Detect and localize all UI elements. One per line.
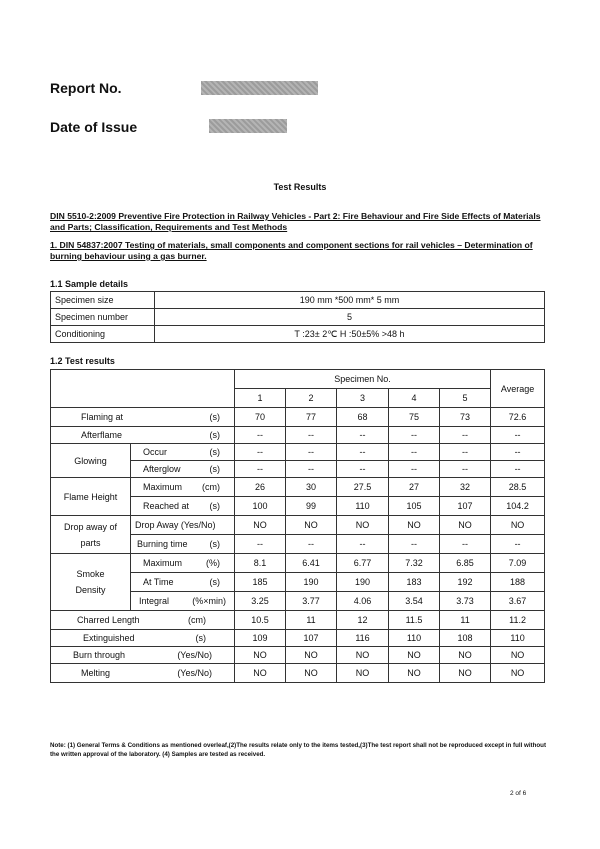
table-row xyxy=(51,309,545,326)
average-header: Average xyxy=(491,370,545,408)
specimen-number: 4 xyxy=(389,389,440,408)
value-cell: 185 xyxy=(235,573,286,592)
value-cell: 11 xyxy=(440,611,491,630)
value-cell: NO xyxy=(440,664,491,683)
value-cell: 27 xyxy=(389,478,440,497)
specimen-number: 1 xyxy=(235,389,286,408)
value-cell: 32 xyxy=(440,478,491,497)
value-cell: NO xyxy=(235,664,286,683)
drop-away-label-cell xyxy=(51,516,131,554)
table-row xyxy=(51,370,545,389)
fh-reached-label-cell xyxy=(131,497,235,516)
value-cell: -- xyxy=(286,444,337,461)
test-method-title: 1. DIN 54837:2007 Testing of materials, small components and component sections for rail vehicles – Determination of burning behaviour using a gas burner. xyxy=(50,240,533,261)
value-cell: NO xyxy=(286,647,337,664)
value-cell: -- xyxy=(286,427,337,444)
row-unit: (s) xyxy=(209,464,220,474)
sample-details-table xyxy=(50,291,545,343)
average-cell: 7.09 xyxy=(491,554,545,573)
row-unit: (s) xyxy=(209,430,220,440)
charred-label-cell xyxy=(51,611,235,630)
drop-away-yesno-label: Drop Away (Yes/No) xyxy=(131,516,235,535)
row-label: Afterglow xyxy=(143,464,181,474)
value-cell: 12 xyxy=(337,611,389,630)
average-cell: NO xyxy=(491,516,545,535)
average-cell: NO xyxy=(491,647,545,664)
value-cell: NO xyxy=(235,647,286,664)
value-cell: 190 xyxy=(337,573,389,592)
row-label: Extinguished xyxy=(83,633,135,643)
value-cell: -- xyxy=(337,427,389,444)
average-cell: 104.2 xyxy=(491,497,545,516)
flaming-label-cell xyxy=(51,408,235,427)
average-cell: 3.67 xyxy=(491,592,545,611)
value-cell: 6.77 xyxy=(337,554,389,573)
smoke-label-line1: Smoke xyxy=(76,569,105,579)
average-cell: 188 xyxy=(491,573,545,592)
row-unit: (Yes/No) xyxy=(177,668,212,678)
row-unit: (s) xyxy=(209,412,220,422)
row-value: T :23± 2℃ H :50±5% >48 h xyxy=(155,326,545,343)
value-cell: -- xyxy=(389,535,440,554)
burn-through-label-cell xyxy=(51,647,235,664)
row-label: Charred Length xyxy=(77,615,140,625)
smoke-density-label-cell xyxy=(51,554,131,611)
row-label: Maximum xyxy=(143,558,183,568)
value-cell: NO xyxy=(389,647,440,664)
average-cell: 11.2 xyxy=(491,611,545,630)
glowing-label: Glowing xyxy=(51,444,131,478)
average-cell: 110 xyxy=(491,630,545,647)
row-label: Specimen size xyxy=(51,292,155,309)
value-cell: NO xyxy=(337,664,389,683)
redacted-report-number xyxy=(201,81,318,95)
specimen-number: 3 xyxy=(337,389,389,408)
value-cell: 190 xyxy=(286,573,337,592)
table-row xyxy=(51,611,545,630)
drop-away-label-line1: Drop away of xyxy=(63,521,118,532)
smoke-maximum-label-cell xyxy=(131,554,235,573)
test-results-table xyxy=(50,369,545,683)
row-label: Reached at xyxy=(143,501,190,511)
value-cell: 110 xyxy=(389,630,440,647)
value-cell: 30 xyxy=(286,478,337,497)
value-cell: 11.5 xyxy=(389,611,440,630)
value-cell: NO xyxy=(337,516,389,535)
row-unit: (s) xyxy=(209,447,220,457)
average-cell: -- xyxy=(491,427,545,444)
afterglow-label-cell xyxy=(131,461,235,478)
value-cell: -- xyxy=(235,461,286,478)
row-label: Flaming at xyxy=(81,412,124,422)
value-cell: -- xyxy=(440,444,491,461)
value-cell: 75 xyxy=(389,408,440,427)
smoke-label-line2: Density xyxy=(75,585,106,595)
row-unit: (s) xyxy=(209,577,220,587)
value-cell: NO xyxy=(389,664,440,683)
test-results-heading: 1.2 Test results xyxy=(50,356,115,366)
value-cell: 10.5 xyxy=(235,611,286,630)
sample-details-heading: 1.1 Sample details xyxy=(50,279,129,289)
value-cell: 27.5 xyxy=(337,478,389,497)
table-row xyxy=(51,292,545,309)
table-row xyxy=(51,478,545,497)
table-row xyxy=(51,554,545,573)
smoke-integral-label-cell xyxy=(131,592,235,611)
row-unit: (s) xyxy=(195,633,206,643)
row-unit: (%) xyxy=(206,558,220,568)
value-cell: -- xyxy=(286,461,337,478)
value-cell: 11 xyxy=(286,611,337,630)
value-cell: -- xyxy=(235,444,286,461)
value-cell: NO xyxy=(337,647,389,664)
row-label: Burn through xyxy=(73,650,126,660)
value-cell: 107 xyxy=(440,497,491,516)
table-row xyxy=(51,664,545,683)
value-cell: -- xyxy=(337,535,389,554)
row-unit: (s) xyxy=(209,539,220,549)
value-cell: NO xyxy=(286,516,337,535)
value-cell: 105 xyxy=(389,497,440,516)
row-label: Afterflame xyxy=(81,430,123,440)
value-cell: -- xyxy=(389,461,440,478)
value-cell: 6.85 xyxy=(440,554,491,573)
afterflame-label-cell xyxy=(51,427,235,444)
value-cell: 3.73 xyxy=(440,592,491,611)
average-cell: -- xyxy=(491,444,545,461)
average-cell: -- xyxy=(491,461,545,478)
value-cell: 70 xyxy=(235,408,286,427)
row-value: 5 xyxy=(155,309,545,326)
value-cell: 6.41 xyxy=(286,554,337,573)
value-cell: -- xyxy=(286,535,337,554)
table-row xyxy=(51,408,545,427)
smoke-at-time-label-cell xyxy=(131,573,235,592)
average-cell: NO xyxy=(491,664,545,683)
row-unit: (Yes/No) xyxy=(177,650,212,660)
burning-time-label-cell xyxy=(131,535,235,554)
value-cell: -- xyxy=(337,444,389,461)
report-no-label: Report No. xyxy=(50,80,122,96)
value-cell: 77 xyxy=(286,408,337,427)
row-unit: (s) xyxy=(209,501,220,511)
value-cell: NO xyxy=(235,516,286,535)
table-row xyxy=(51,630,545,647)
value-cell: -- xyxy=(440,427,491,444)
value-cell: 3.54 xyxy=(389,592,440,611)
value-cell: -- xyxy=(337,461,389,478)
value-cell: 108 xyxy=(440,630,491,647)
footer-note: Note: (1) General Terms & Conditions as mentioned overleaf,(2)The results relate only to the items tested,(3)The test report shall not be reproduced except in full without the written approval of the laboratory. (4) Samples are tested as received. xyxy=(50,742,546,758)
value-cell: NO xyxy=(440,647,491,664)
value-cell: 100 xyxy=(235,497,286,516)
row-label: Melting xyxy=(81,668,111,678)
row-label: Specimen number xyxy=(51,309,155,326)
value-cell: 3.25 xyxy=(235,592,286,611)
value-cell: NO xyxy=(286,664,337,683)
value-cell: 68 xyxy=(337,408,389,427)
table-row xyxy=(51,326,545,343)
redacted-issue-date xyxy=(209,119,287,133)
table-row xyxy=(51,516,545,535)
value-cell: -- xyxy=(235,535,286,554)
value-cell: 110 xyxy=(337,497,389,516)
average-cell: 72.6 xyxy=(491,408,545,427)
value-cell: -- xyxy=(389,427,440,444)
row-label: Occur xyxy=(143,447,168,457)
value-cell: 4.06 xyxy=(337,592,389,611)
average-cell: 28.5 xyxy=(491,478,545,497)
date-of-issue-label: Date of Issue xyxy=(50,119,138,135)
value-cell: 7.32 xyxy=(389,554,440,573)
value-cell: -- xyxy=(235,427,286,444)
fh-maximum-label-cell xyxy=(131,478,235,497)
value-cell: 116 xyxy=(337,630,389,647)
row-unit: (cm) xyxy=(188,615,206,625)
value-cell: -- xyxy=(389,444,440,461)
occur-label-cell xyxy=(131,444,235,461)
value-cell: 3.77 xyxy=(286,592,337,611)
average-cell: -- xyxy=(491,535,545,554)
flame-height-label: Flame Height xyxy=(51,478,131,516)
value-cell: -- xyxy=(440,535,491,554)
value-cell: 26 xyxy=(235,478,286,497)
table-row xyxy=(51,647,545,664)
value-cell: NO xyxy=(440,516,491,535)
melting-label-cell xyxy=(51,664,235,683)
specimen-no-header: Specimen No. xyxy=(235,370,491,389)
value-cell: 8.1 xyxy=(235,554,286,573)
value-cell: 99 xyxy=(286,497,337,516)
standard-title: DIN 5510-2:2009 Preventive Fire Protection in Railway Vehicles - Part 2: Fire Behaviour and Fire Side Effects of Materials and Parts; Classification, Requirements and Test Methods xyxy=(50,211,541,232)
row-unit: (cm) xyxy=(202,482,220,492)
value-cell: NO xyxy=(389,516,440,535)
extinguished-label-cell xyxy=(51,630,235,647)
row-unit: (%×min) xyxy=(192,596,226,606)
row-value: 190 mm *500 mm* 5 mm xyxy=(155,292,545,309)
table-row xyxy=(51,427,545,444)
page-title: Test Results xyxy=(273,182,327,192)
value-cell: 192 xyxy=(440,573,491,592)
value-cell: 73 xyxy=(440,408,491,427)
row-label: Conditioning xyxy=(51,326,155,343)
value-cell: 109 xyxy=(235,630,286,647)
row-label: At Time xyxy=(143,577,174,587)
value-cell: 107 xyxy=(286,630,337,647)
specimen-number: 2 xyxy=(286,389,337,408)
header-blank xyxy=(51,370,235,408)
row-label: Burning time xyxy=(137,539,188,549)
page-number: 2 of 6 xyxy=(510,790,527,797)
value-cell: 183 xyxy=(389,573,440,592)
specimen-number: 5 xyxy=(440,389,491,408)
row-label: Maximum xyxy=(143,482,183,492)
table-row xyxy=(51,444,545,461)
value-cell: -- xyxy=(440,461,491,478)
drop-away-label-line2: parts xyxy=(80,537,101,548)
row-label: Integral xyxy=(139,596,170,606)
